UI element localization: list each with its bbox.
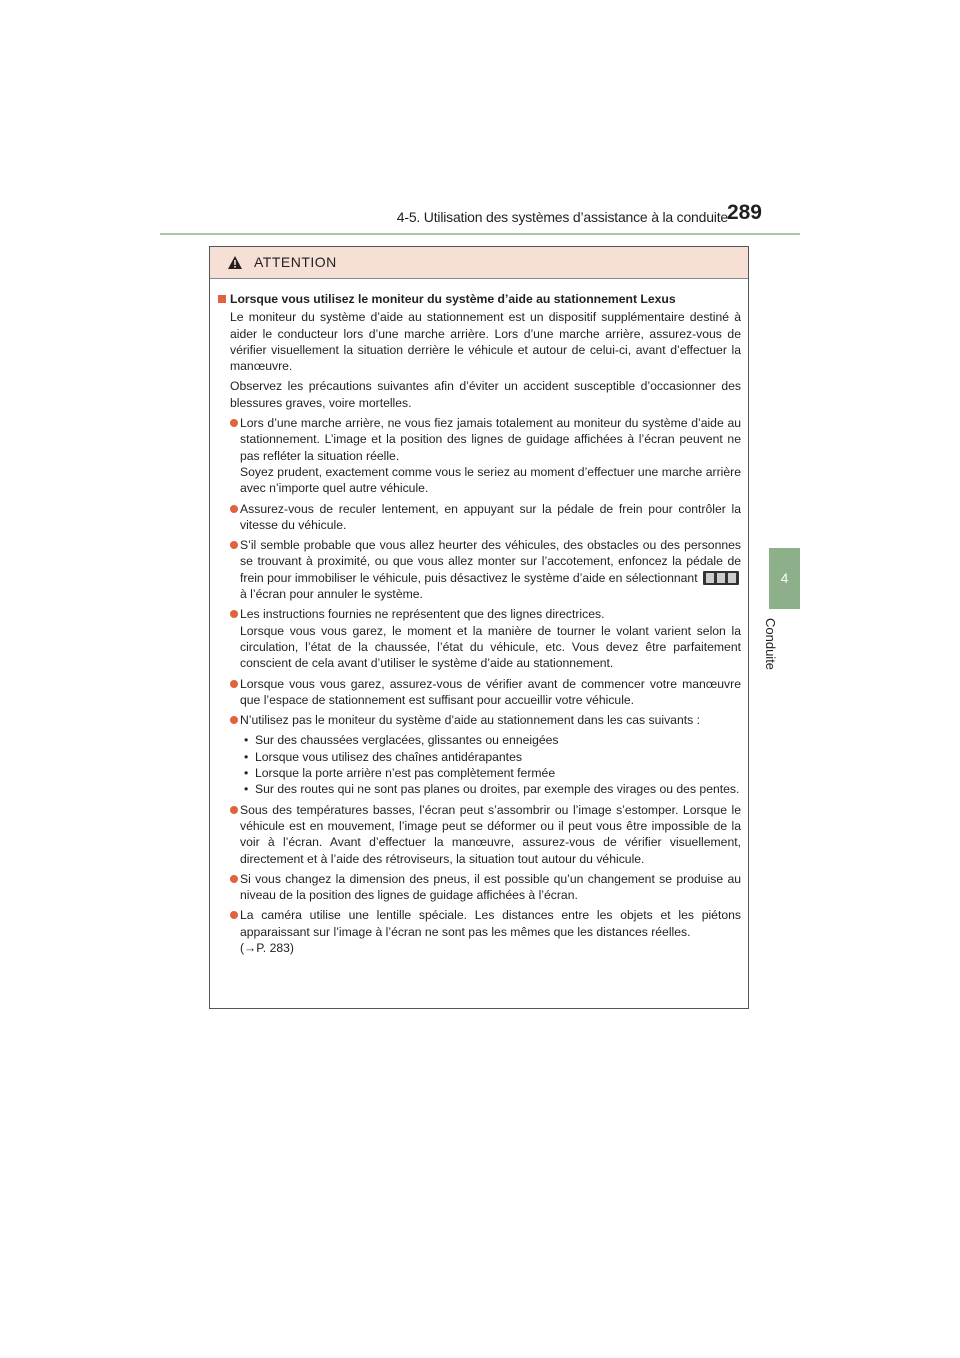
list-item <box>218 537 741 602</box>
warning-heading-text: Lorsque vous utilisez le moniteur du système d’aide au stationnement Lexus <box>230 292 676 306</box>
sub-list-item-text: Lorsque vous utilisez des chaînes antidérapantes <box>255 749 522 764</box>
list-item <box>218 871 741 904</box>
list-item-text: Soyez prudent, exactement comme vous le seriez au moment d’effectuer une marche arrière avec n’importe quel autre véhicule. <box>240 464 741 496</box>
warning-header <box>210 247 748 279</box>
bullet-dot-icon <box>230 505 238 513</box>
square-bullet-icon <box>218 295 226 303</box>
list-item-text: N’utilisez pas le moniteur du système d’aide au stationnement dans les cas suivants : <box>240 713 700 728</box>
header-rule <box>160 233 800 235</box>
page-header <box>160 201 800 233</box>
sub-list-item-text: Lorsque la porte arrière n’est pas complètement fermée <box>255 766 556 781</box>
list-item <box>218 501 741 534</box>
list-item-text: La caméra utilise une lentille spéciale. Les distances entre les objets et les piétons apparaissant sur l’image à l’écran ne sont pas les mêmes que les distances réelles. <box>240 908 741 939</box>
sub-list <box>218 732 741 797</box>
list-item-text: Si vous changez la dimension des pneus, il est possible qu’un changement se produise au niveau de la position des lignes de guidage affichées à l’écran. <box>240 871 741 903</box>
sub-list-item: • Sur des chaussées verglacées, glissantes ou enneigées <box>244 733 559 748</box>
warning-box <box>209 246 749 1009</box>
sub-list-item: • Lorsque la porte arrière n’est pas complètement fermée <box>244 766 556 781</box>
chapter-label-text: Conduite <box>763 618 778 671</box>
page-number: 289 <box>726 201 762 224</box>
intro-paragraph: Observez les précautions suivantes afin d’éviter un accident susceptible d’occasionner des blessures graves, voire mortelles. <box>230 379 741 410</box>
list-item-text: Les instructions fournies ne représentent que des lignes directrices. <box>240 607 605 622</box>
bullet-dot-icon <box>230 541 238 549</box>
list-item-text: S’il semble probable que vous allez heurter des véhicules, des obstacles ou des personnes se trouvant à proximité, ou que vous allez monter sur l’accotement, enfoncez la pédale de frein pour immobiliser le véhicule, puis désactivez le système d’aide en sélectionnant <box>240 538 741 585</box>
list-item-text: Lorsque vous vous garez, le moment et la manière de tourner le volant varient selon la circulation, l’état de la chaussée, l’état du véhicule, etc. Vous devez être parfaitement conscient de cela avant d’utiliser le système d’aide au stationnement. <box>240 623 741 671</box>
chapter-label <box>763 618 778 673</box>
list-item <box>218 415 741 496</box>
sub-list-item-text: Sur des chaussées verglacées, glissantes ou enneigées <box>255 733 559 748</box>
list-item <box>218 802 741 867</box>
bullet-dot-icon <box>230 716 238 724</box>
warning-content <box>218 291 741 956</box>
list-item-text: Lorsque vous vous garez, assurez-vous de vérifier avant de commencer votre manœuvre que l’espace de stationnement est suffisant pour accueillir votre véhicule. <box>240 676 741 707</box>
bullet-dot-icon <box>230 419 238 427</box>
page-reference-link[interactable]: (→P. 283) <box>240 940 294 955</box>
list-item-text: à l’écran pour annuler le système. <box>240 587 423 602</box>
warning-title: ATTENTION <box>254 254 337 270</box>
intro-paragraph: Le moniteur du système d’aide au stationnement est un dispositif supplémentaire destiné à aider le conducteur lors d’une marche arrière. Lors d’une marche arrière, assurez-vous de vérifier visuellement la situation derrière le véhicule et autour de celui-ci, avant d’effectuer la manœuvre. <box>230 310 741 374</box>
list-item <box>218 606 741 671</box>
list-item <box>218 907 741 956</box>
list-item-text: Assurez-vous de reculer lentement, en appuyant sur la pédale de frein pour contrôler la vitesse du véhicule. <box>240 501 741 532</box>
list-item <box>218 676 741 709</box>
camera-views-icon <box>703 571 739 585</box>
bullet-dot-icon <box>230 875 238 883</box>
warning-triangle-icon <box>227 255 243 270</box>
list-item <box>218 712 741 728</box>
bullet-dot-icon <box>230 610 238 618</box>
list-item-text: Lors d’une marche arrière, ne vous fiez jamais totalement au moniteur du système d’aide au stationnement. L’image et la position des lignes de guidage affichées à l’écran peuvent ne pas refléter la situation réelle. <box>240 416 741 463</box>
sub-list-item: • Sur des routes qui ne sont pas planes ou droites, par exemple des virages ou des pentes. <box>244 782 740 797</box>
chapter-tab: 4 <box>769 548 800 609</box>
sub-list-item: • Lorsque vous utilisez des chaînes antidérapantes <box>244 749 522 764</box>
list-item-text: Sous des températures basses, l’écran peut s’assombrir ou l’image s’estomper. Lorsque le véhicule est en mouvement, l’image peut se déformer ou il peut vous être impossible de la voir à l’écran. Avant d’effectuer la manœuvre, assurez-vous de vérifier visuellement, directement et à l’aide des rétroviseurs, la situation tout autour du véhicule. <box>240 802 741 866</box>
bullet-dot-icon <box>230 680 238 688</box>
bullet-dot-icon <box>230 806 238 814</box>
section-title: 4-5. Utilisation des systèmes d’assistance à la conduite <box>396 209 728 225</box>
sub-list-item-text: Sur des routes qui ne sont pas planes ou droites, par exemple des virages ou des pentes. <box>255 782 740 797</box>
bullet-dot-icon <box>230 911 238 919</box>
warning-heading <box>218 291 741 307</box>
